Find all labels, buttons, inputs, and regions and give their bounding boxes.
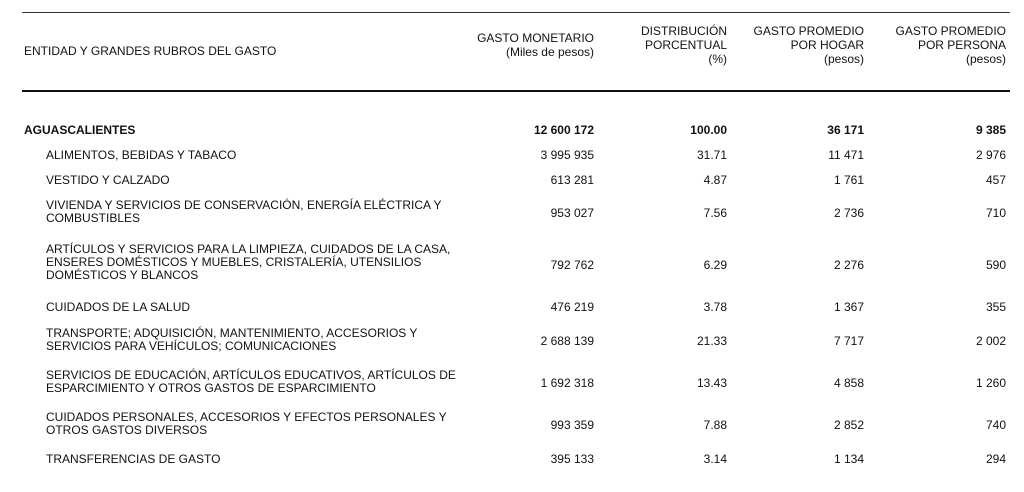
row-label: TRANSPORTE; ADQUISICIÓN, MANTENIMIENTO, ACCESORIOS Y SERVICIOS PARA VEHÍCULOS; COMUNICACIONES	[46, 326, 418, 353]
header-per-household: GASTO PROMEDIO POR HOGAR (pesos)	[753, 24, 864, 66]
row-monetary: 3 995 935	[540, 148, 594, 162]
row-label: VIVIENDA Y SERVICIOS DE CONSERVACIÓN, ENERGÍA ELÉCTRICA Y COMBUSTIBLES	[46, 198, 442, 225]
row-per-person: 457	[985, 173, 1006, 187]
row-monetary: 953 027	[550, 206, 594, 220]
row-distribution: 7.88	[703, 418, 727, 432]
row-distribution: 100.00	[690, 123, 727, 137]
row-distribution: 7.56	[703, 206, 727, 220]
row-distribution: 31.71	[696, 148, 727, 162]
row-per-person: 590	[985, 258, 1006, 272]
row-monetary: 476 219	[550, 300, 594, 314]
row-label: SERVICIOS DE EDUCACIÓN, ARTÍCULOS EDUCATIVOS, ARTÍCULOS DE ESPARCIMIENTO Y OTROS GASTOS DE ESPARCIMIENTO	[46, 368, 456, 395]
row-per-person: 9 385	[975, 123, 1006, 137]
header-monetary: GASTO MONETARIO (Miles de pesos)	[477, 31, 594, 59]
row-per-household: 2 852	[833, 418, 864, 432]
row-label: CUIDADOS PERSONALES, ACCESORIOS Y EFECTOS PERSONALES Y OTROS GASTOS DIVERSOS	[46, 410, 447, 437]
row-label: TRANSFERENCIAS DE GASTO	[46, 452, 221, 466]
row-monetary: 1 692 318	[540, 376, 594, 390]
row-per-person: 355	[985, 300, 1006, 314]
row-per-household: 4 858	[833, 376, 864, 390]
row-distribution: 3.14	[703, 452, 727, 466]
row-per-household: 1 367	[833, 300, 864, 314]
row-per-household: 1 134	[833, 452, 864, 466]
header-bottom-rule	[22, 90, 1010, 92]
header-per-person: GASTO PROMEDIO POR PERSONA (pesos)	[895, 24, 1006, 66]
row-label: VESTIDO Y CALZADO	[46, 173, 170, 187]
row-per-person: 294	[985, 452, 1006, 466]
header-distribution: DISTRIBUCIÓN PORCENTUAL (%)	[640, 24, 727, 66]
row-distribution: 3.78	[703, 300, 727, 314]
row-label: ARTÍCULOS Y SERVICIOS PARA LA LIMPIEZA, CUIDADOS DE LA CASA, ENSERES DOMÉSTICOS Y MUEBLES, CRISTALERÍA, UTENSILIOS DOMÉSTICOS Y BLANCOS	[46, 242, 451, 282]
header-entity: ENTIDAD Y GRANDES RUBROS DEL GASTO	[24, 44, 277, 58]
row-per-person: 710	[985, 206, 1006, 220]
row-monetary: 993 359	[550, 418, 594, 432]
row-distribution: 21.33	[696, 334, 727, 348]
row-per-household: 1 761	[833, 173, 864, 187]
row-monetary: 12 600 172	[533, 123, 594, 137]
row-per-household: 2 736	[833, 206, 864, 220]
row-label: ALIMENTOS, BEBIDAS Y TABACO	[46, 148, 237, 162]
row-monetary: 2 688 139	[540, 334, 594, 348]
row-distribution: 6.29	[703, 258, 727, 272]
row-monetary: 792 762	[550, 258, 594, 272]
row-per-household: 7 717	[833, 334, 864, 348]
row-distribution: 13.43	[696, 376, 727, 390]
row-per-household: 11 471	[828, 148, 864, 162]
row-per-household: 36 171	[827, 123, 864, 137]
row-label: CUIDADOS DE LA SALUD	[46, 300, 191, 314]
row-per-person: 2 002	[975, 334, 1006, 348]
table-top-rule	[22, 12, 1010, 13]
row-per-person: 2 976	[975, 148, 1006, 162]
row-distribution: 4.87	[703, 173, 727, 187]
row-per-person: 740	[985, 418, 1006, 432]
row-monetary: 395 133	[550, 452, 594, 466]
row-monetary: 613 281	[550, 173, 594, 187]
row-label: AGUASCALIENTES	[24, 123, 136, 137]
row-per-person: 1 260	[975, 376, 1006, 390]
row-per-household: 2 276	[833, 258, 864, 272]
